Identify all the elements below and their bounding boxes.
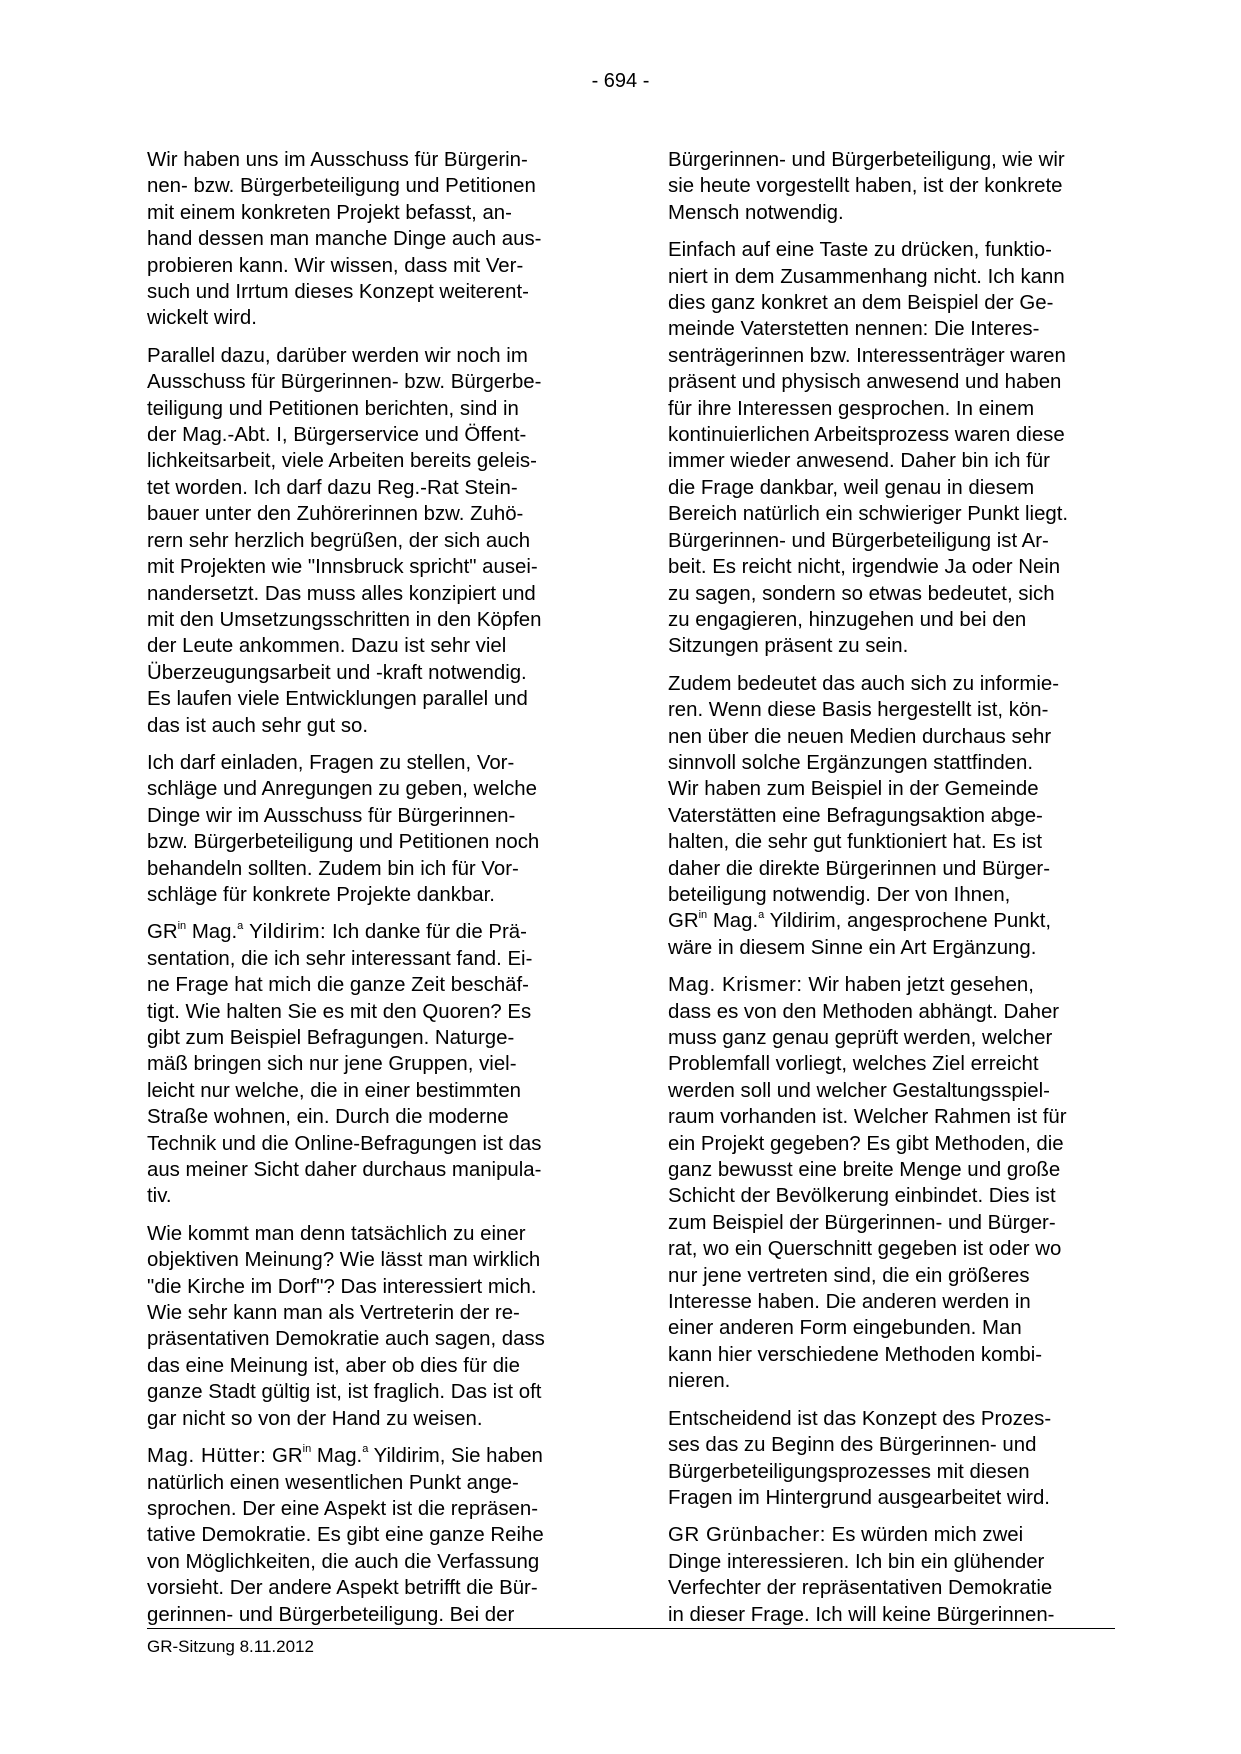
footer-divider [147, 1628, 1115, 1629]
speaker-paragraph-yildirim: $GR^{in}$ Mag.$^a$ Yildirim: Ich danke für die Prä- sentation, die ich sehr interessant fand. Ei- ne Frage hat mich die ganze Zeit beschäf- tigt. Wie halten Sie es mit den Quoren? Es gibt zum Beispiel Befragungen. Naturge- mäß bringen sich nur jene Gruppen, viel- leicht nur welche, die in einer bestimmten Straße wohnen, ein. Durch die moderne Technik und die Online-Befragungen ist das aus meiner Sicht daher durchaus manipula- tiv. [147, 919, 542, 1208]
speaker-name: Mag. Krismer: [668, 974, 803, 997]
speaker-paragraph-krismer: Mag. Krismer: Wir haben jetzt gesehen, dass es von den Methoden abhängt. Daher muss ganz genau geprüft werden, welcher Problemfall vorliegt, welches Ziel erreicht werden soll und welcher Gestaltungsspiel- raum vorhanden ist. Welcher Rahmen ist für ein Projekt gegeben? Es gibt Methoden, die ganz bewusst eine breite Menge und große Schicht der Bevölkerung einbindet. Dies ist zum Beispiel der Bürgerinnen- und Bürger- rat, wo ein Querschnitt gegeben ist oder wo nur jene vertreten sind, die ein größeres Interesse haben. Die anderen werden in einer anderen Form eingebunden. Man kann hier verschiedene Methoden kombi- nieren. [668, 974, 1067, 1393]
paragraph: Entscheidend ist das Konzept des Prozes- ses das zu Beginn des Bürgerinnen- und Bürgerbeteiligungsprozesses mit diesen Fragen im Hintergrund ausgearbeitet wird. [668, 1407, 1052, 1509]
paragraph: Parallel dazu, darüber werden wir noch im Ausschuss für Bürgerinnen- bzw. Bürgerbe- teiligung und Petitionen berichten, sind in der Mag.-Abt. I, Bürgerservice und Öffent- lichkeitsarbeit, viele Arbeiten bereits geleis- tet worden. Ich darf dazu Reg.-Rat Stein- bauer unter den Zuhörerinnen bzw. Zuhö- rern sehr herzlich begrüßen, der sich auch mit Projekten wie "Innsbruck spricht" ausei- nandersetzt. Das muss alles konzipiert und mit den Umsetzungsschritten in den Köpfen der Leute ankommen. Dazu ist sehr viel Überzeugungsarbeit und -kraft notwendig. Es laufen viele Entwicklungen parallel und das ist auch sehr gut so. [147, 344, 542, 737]
paragraph: Ich darf einladen, Fragen zu stellen, Vor- schläge und Anregungen zu geben, welche Dinge wir im Ausschuss für Bürgerinnen- bzw. Bürgerbeteiligung und Petitionen noch behandeln sollten. Zudem bin ich für Vor- schläge für konkrete Projekte dankbar. [147, 751, 540, 906]
speaker-name: Mag. Hütter: [147, 1445, 267, 1468]
speaker-paragraph-gruenbacher: GR Grünbacher: Es würden mich zwei Dinge interessieren. Ich bin ein glühender Verfechter der repräsentativen Demokratie in dieser Frage. Ich will keine Bürgerinnen- [668, 1524, 1055, 1626]
left-column [147, 147, 592, 1639]
paragraph: Bürgerinnen- und Bürgerbeteiligung, wie wir sie heute vorgestellt haben, ist der konkrete Mensch notwendig. [668, 149, 1065, 224]
footer-session-date: GR-Sitzung 8.11.2012 [147, 1637, 314, 1656]
speaker-name: GR Grünbacher: [668, 1524, 826, 1547]
paragraph: Wie kommt man denn tatsächlich zu einer objektiven Meinung? Wie lässt man wirklich "die Kirche im Dorf"? Das interessiert mich. Wie sehr kann man als Vertreterin der re- präsentativen Demokratie auch sagen, dass das eine Meinung ist, aber ob dies für die ganze Stadt gültig ist, ist fraglich. Das ist oft gar nicht so von der Hand zu weisen. [147, 1222, 545, 1430]
page-number: - 694 - [591, 70, 650, 92]
speaker-name: Yildirim: [243, 921, 327, 944]
right-column [668, 147, 1113, 1639]
speaker-paragraph-huetter: Mag. Hütter: $GR^{in}$ Mag.$^a$ Yildirim, Sie haben natürlich einen wesentlichen Punkt ange- sprochen. Der eine Aspekt ist die repräsen- tative Demokratie. Es gibt eine ganze Reihe von Möglichkeiten, die auch die Verfassung vorsieht. Der andere Aspekt betrifft die Bür- gerinnen- und Bürgerbeteiligung. Bei der [147, 1443, 544, 1626]
paragraph: Einfach auf eine Taste zu drücken, funktio- niert in dem Zusammenhang nicht. Ich kann dies ganz konkret an dem Beispiel der Ge- meinde Vaterstetten nennen: Die Interes- senträgerinnen bzw. Interessenträger waren präsent und physisch anwesend und haben für ihre Interessen gesprochen. In einem kontinuierlichen Arbeitsprozess waren diese immer wieder anwesend. Daher bin ich für die Frage dankbar, weil genau in diesem Bereich natürlich ein schwieriger Punkt liegt. Bürgerinnen- und Bürgerbeteiligung ist Ar- beit. Es reicht nicht, irgendwie Ja oder Nein zu sagen, sondern so etwas bedeutet, sich zu engagieren, hinzugehen und bei den Sitzungen präsent zu sein. [668, 239, 1069, 658]
paragraph: Zudem bedeutet das auch sich zu informie- ren. Wenn diese Basis hergestellt ist, kön- nen über die neuen Medien durchaus sehr sinnvoll solche Ergänzungen stattfinden. Wir haben zum Beispiel in der Gemeinde Vaterstätten eine Befragungsaktion abge- halten, die sehr gut funktioniert hat. Es ist daher die direkte Bürgerinnen und Bürger- beteiligung notwendig. Der von Ihnen, $GR^{in}$ Mag.$^a$ Yildirim, angesprochene Punkt, wäre in diesem Sinne ein Art Ergänzung. [668, 672, 1060, 959]
paragraph: Wir haben uns im Ausschuss für Bürgerin- nen- bzw. Bürgerbeteiligung und Petitionen mit einem konkreten Projekt befasst, an- hand dessen man manche Dinge auch aus- probieren kann. Wir wissen, dass mit Ver- such und Irrtum dieses Konzept weiterent- wickelt wird. [147, 149, 542, 330]
